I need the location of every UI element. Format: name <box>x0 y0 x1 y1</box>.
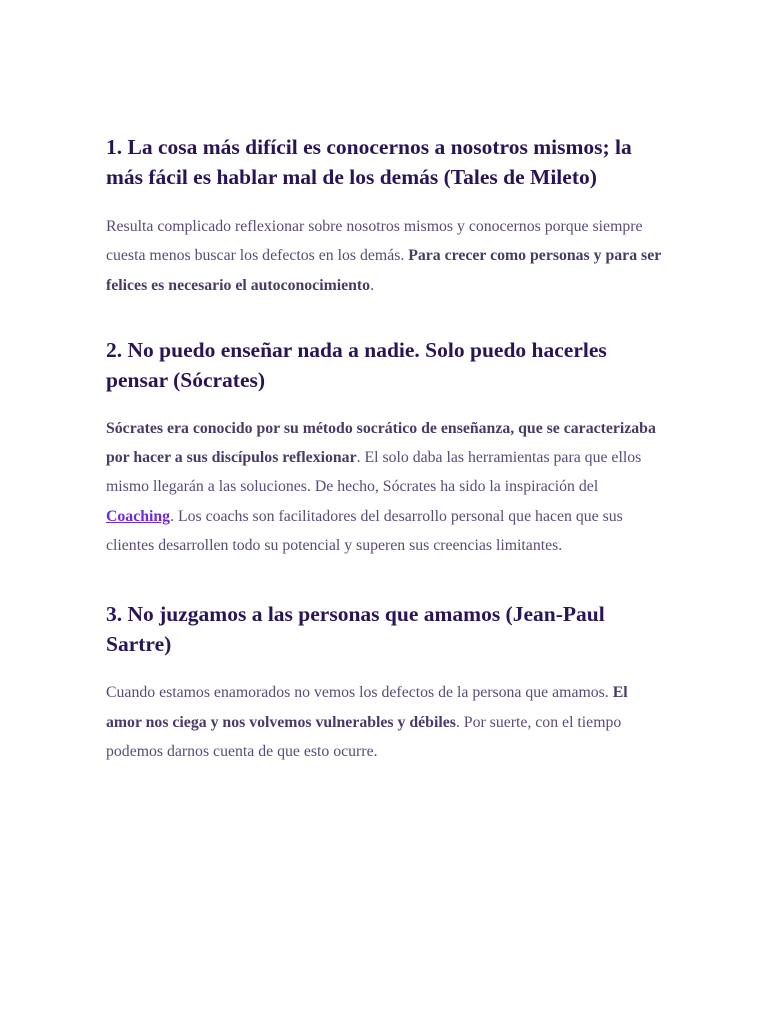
section-2-heading: 2. No puedo enseñar nada a nadie. Solo puedo hacerles pensar (Sócrates) <box>106 337 607 392</box>
section-1-text: Resulta complicado reflexionar sobre nosotros mismos y conocernos porque siempre cuesta menos buscar los defectos en los demás. <box>106 218 643 265</box>
section-3-paragraph <box>106 678 666 766</box>
section-3-text-end: . Por suerte, con el tiempo podemos darnos cuenta de que esto ocurre. <box>106 713 622 760</box>
section-2-bold-text: Sócrates era conocido por su método socrático de enseñanza, que se caracterizaba por hacer a sus discípulos reflexionar <box>106 419 656 467</box>
section-3-heading: 3. No juzgamos a las personas que amamos (Jean-Paul Sartre) <box>106 602 605 657</box>
section-1-heading: 1. La cosa más difícil es conocernos a nosotros mismos; la más fácil es hablar mal de los demás (Tales de Mileto) <box>106 135 632 189</box>
section-1-bold-text: Para crecer como personas y para ser felices es necesario el autoconocimiento <box>106 247 661 294</box>
section-2-text-end: . Los coachs son facilitadores del desarrollo personal que hacen que sus clientes desarrollen todo su potencial y superen sus creencias limitantes. <box>106 507 623 555</box>
article-content <box>106 132 666 766</box>
coaching-link[interactable]: Coaching <box>106 507 171 525</box>
section-1-text-end: . <box>370 276 375 294</box>
section-3-bold-text: El amor nos ciega y nos volvemos vulnerables y débiles <box>106 684 628 731</box>
section-1-paragraph <box>106 212 666 300</box>
section-2-text: . El solo daba las herramientas para que ellos mismo llegarán a las soluciones. De hecho, Sócrates ha sido la inspiración del <box>106 449 642 496</box>
section-3-text: Cuando estamos enamorados no vemos los defectos de la persona que amamos. <box>106 684 613 702</box>
section-2-paragraph <box>106 414 666 560</box>
